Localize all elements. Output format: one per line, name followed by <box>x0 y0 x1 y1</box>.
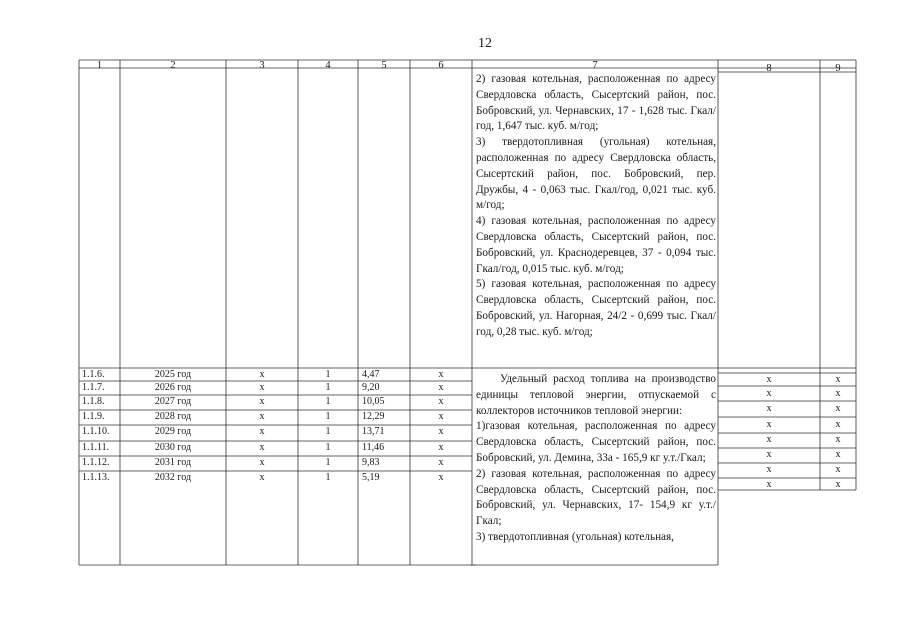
cell-c4: 1 <box>325 369 331 380</box>
cell-c6: x <box>438 426 444 437</box>
header-col-9: 9 <box>835 63 841 74</box>
cell-c9: x <box>835 479 841 490</box>
top-description <box>476 72 716 341</box>
cell-num: 1.1.6. <box>82 369 105 380</box>
cell-num: 1.1.13. <box>82 472 110 483</box>
cell-num: 1.1.8. <box>82 396 105 407</box>
cell-c4: 1 <box>325 426 331 437</box>
cell-c4: 1 <box>325 472 331 483</box>
cell-year: 2025 год <box>154 369 192 380</box>
cell-c5: 9,83 <box>362 457 380 468</box>
cell-c9: x <box>835 374 841 385</box>
cell-year: 2027 год <box>154 396 192 407</box>
cell-c9: x <box>835 419 841 430</box>
cell-year: 2026 год <box>154 382 192 393</box>
cell-c6: x <box>438 457 444 468</box>
header-col-2: 2 <box>170 60 176 71</box>
cell-c9: x <box>835 388 841 399</box>
cell-c8: x <box>766 449 772 460</box>
cell-c3: x <box>259 472 265 483</box>
description-item: 3) твердотопливная (угольная) котельная, расположенная по адресу Свердловска область, Сысертский район, пос. Бобровский, пер. Дружбы, 4 - 0,063 тыс. Гкал/год, 0,021 тыс. куб. м/год; <box>476 136 716 212</box>
cell-c5: 5,19 <box>362 472 380 483</box>
cell-c8: x <box>766 419 772 430</box>
cell-c6: x <box>438 396 444 407</box>
cell-num: 1.1.9. <box>82 411 105 422</box>
cell-c6: x <box>438 472 444 483</box>
header-col-5: 5 <box>381 60 387 71</box>
cell-c6: x <box>438 369 444 380</box>
page-number: 12 <box>478 36 492 51</box>
cell-num: 1.1.7. <box>82 382 105 393</box>
cell-c5: 10,05 <box>362 396 385 407</box>
description-item: 4) газовая котельная, расположенная по адресу Свердловска область, Сысертский район, пос. Бобровский, ул. Краснодеревцев, 37 - 0,094 тыс. Гкал/год, 0,015 тыс. куб. м/год; <box>476 215 716 275</box>
description-item: 2) газовая котельная, расположенная по адресу Свердловска область, Сысертский район, пос. Бобровский, ул. Чернавских, 17- 154,9 кг у.т./Гкал; <box>476 467 716 528</box>
cell-c4: 1 <box>325 382 331 393</box>
cell-c9: x <box>835 464 841 475</box>
header-col-8: 8 <box>766 63 772 74</box>
cell-num: 1.1.12. <box>82 457 110 468</box>
cell-c6: x <box>438 442 444 453</box>
header-col-1: 1 <box>96 60 103 71</box>
cell-c3: x <box>259 369 265 380</box>
cell-year: 2031 год <box>154 457 192 468</box>
cell-c5: 4,47 <box>362 369 380 380</box>
cell-c6: x <box>438 411 444 422</box>
cell-year: 2030 год <box>154 442 192 453</box>
header-col-4: 4 <box>325 60 331 71</box>
cell-num: 1.1.11. <box>82 442 110 453</box>
cell-year: 2028 год <box>154 411 192 422</box>
cell-c3: x <box>259 426 265 437</box>
cell-year: 2032 год <box>154 472 192 483</box>
header-col-6: 6 <box>438 60 444 71</box>
cell-c3: x <box>259 396 265 407</box>
cell-c5: 11,46 <box>362 442 385 453</box>
description-item: 2) газовая котельная, расположенная по адресу Свердловска область, Сысертский район, пос. Бобровский, ул. Чернавских, 17 - 1,628 тыс. Гкал/год, 1,647 тыс. куб. м/год; <box>476 73 716 133</box>
cell-c3: x <box>259 442 265 453</box>
cell-c4: 1 <box>325 457 331 468</box>
cell-c9: x <box>835 434 841 445</box>
cell-c3: x <box>259 382 265 393</box>
cell-c5: 9,20 <box>362 382 380 393</box>
cell-year: 2029 год <box>154 426 192 437</box>
cell-c9: x <box>835 449 841 460</box>
cell-c8: x <box>766 434 772 445</box>
cell-c6: x <box>438 382 444 393</box>
cell-c8: x <box>766 464 772 475</box>
cell-c8: x <box>766 388 772 399</box>
description-item: 5) газовая котельная, расположенная по адресу Свердловска область, Сысертский район, пос. Бобровский, ул. Нагорная, 24/2 - 0,699 тыс. Гкал/год, 0,28 тыс. куб. м/год; <box>476 278 716 338</box>
header-col-7: 7 <box>592 60 598 71</box>
description-item: 1)газовая котельная, расположенная по адресу Свердловска область, Сысертский район, пос. Бобровский, ул. Демина, 33а - 165,9 кг у.т./Гкал; <box>476 420 716 464</box>
cell-c4: 1 <box>325 411 331 422</box>
cell-c3: x <box>259 411 265 422</box>
cell-c5: 12,29 <box>362 411 385 422</box>
cell-c8: x <box>766 374 772 385</box>
cell-c5: 13,71 <box>362 426 385 437</box>
cell-c8: x <box>766 403 772 414</box>
cell-c4: 1 <box>325 442 331 453</box>
cell-c9: x <box>835 403 841 414</box>
description-item: 3) твердотопливная (угольная) котельная, <box>476 530 674 543</box>
header-col-3: 3 <box>259 60 265 71</box>
bottom-description <box>476 372 716 546</box>
cell-c4: 1 <box>325 396 331 407</box>
cell-num: 1.1.10. <box>82 426 110 437</box>
cell-c3: x <box>259 457 265 468</box>
description-item: Удельный расход топлива на производство единицы тепловой энергии, отпускаемой с коллекторов источников тепловой энергии: <box>476 373 716 417</box>
cell-c8: x <box>766 479 772 490</box>
